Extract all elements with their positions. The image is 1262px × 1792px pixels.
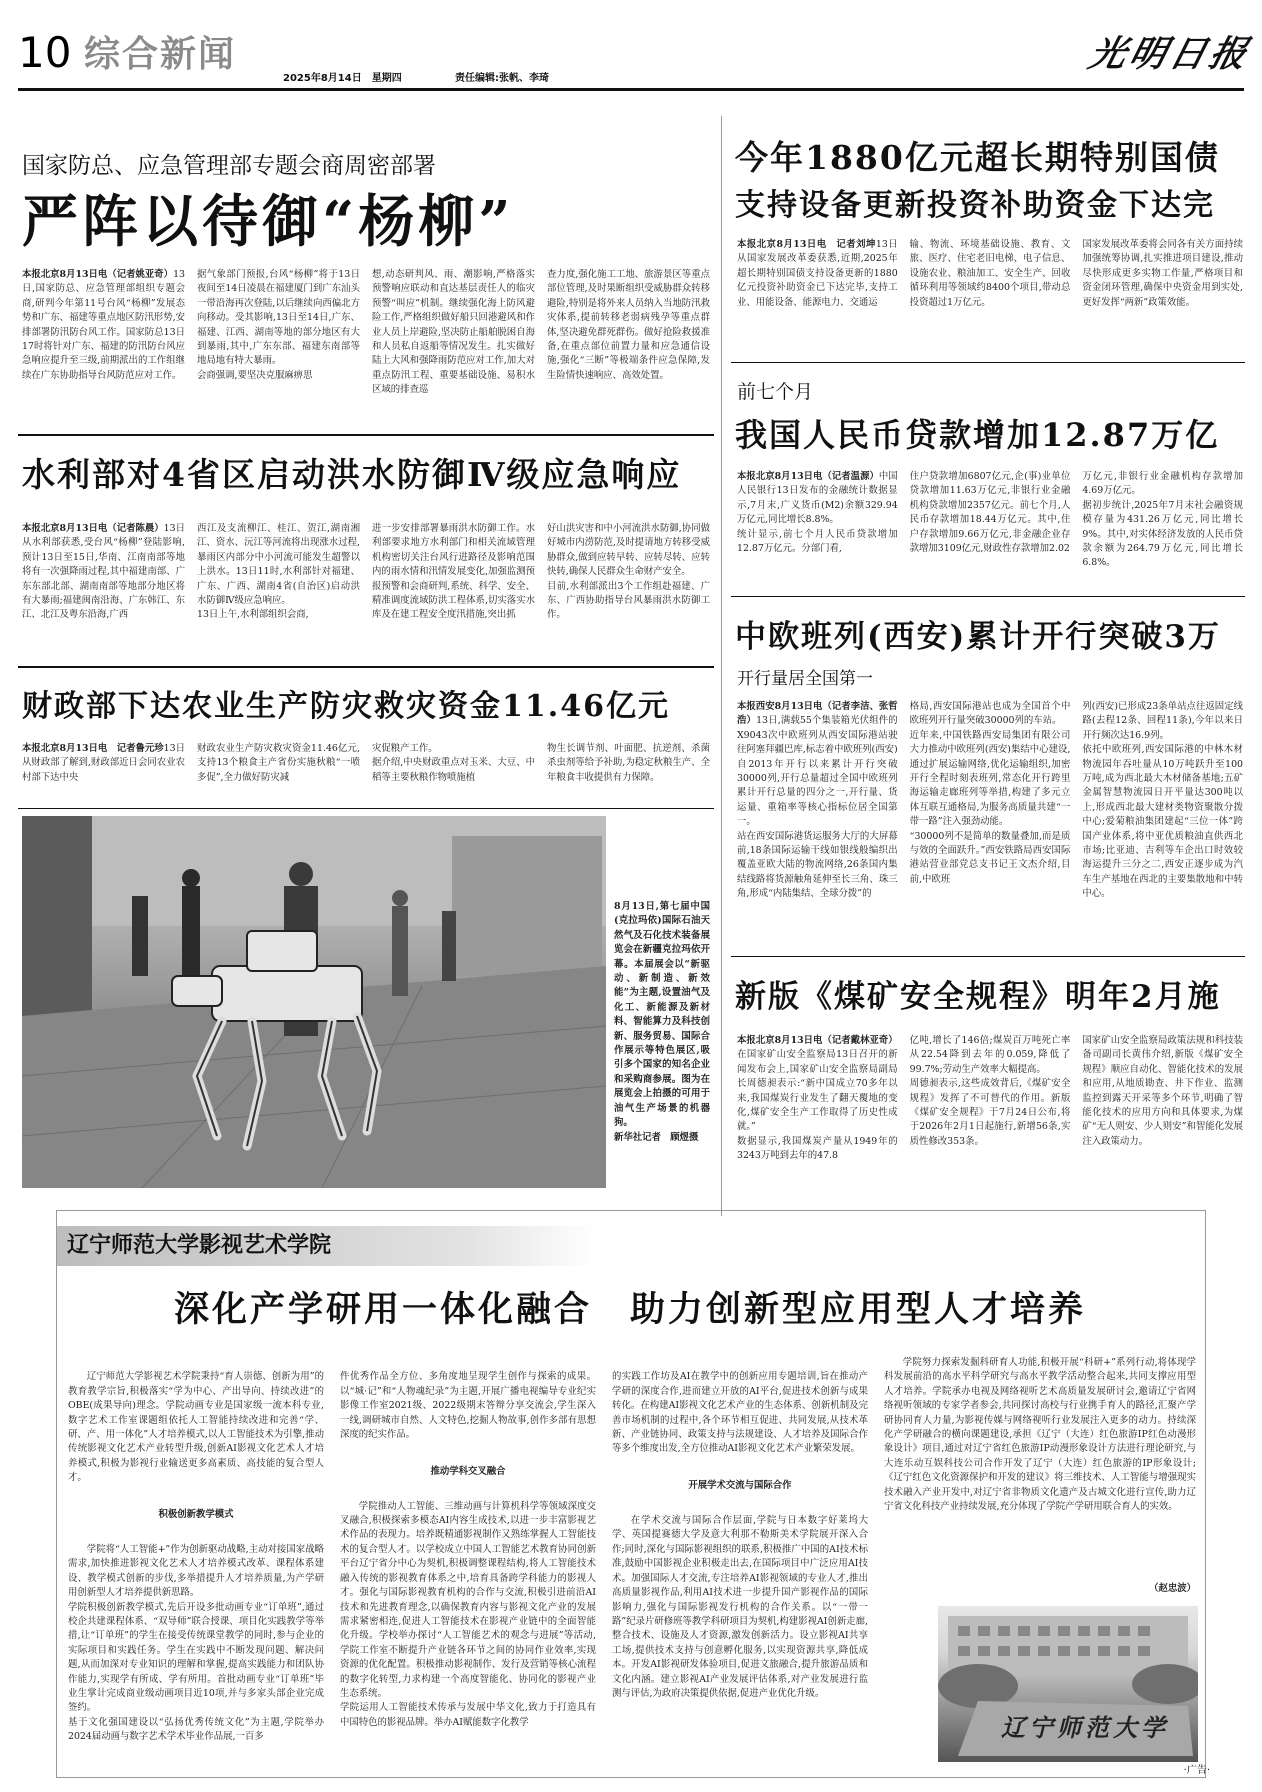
a2-col-4: 好山洪灾害和中小河流洪水防御,协同做好城市内涝防范,及时提请地方转移受威胁群众,做到应转早转、应转尽转、应转快转,确保人民群众生命财产安全。 目前,水利部派出3个工作组赴福建、广东、广西协助指导台风暴雨洪水防御工作。 — [547, 523, 710, 621]
ad-col-2-body: 学院推动人工智能、三维动画与计算机科学等领域深度交叉融合,积极探索多模态AI内容生成技术,以进一步丰富影视艺术作品的表现力。培养既精通影视制作又熟练掌握人工智能技术的复合型人才。以学校成立中国人工智能艺术教育协同创新平台辽宁省分中心为契机,积极调整课程结构,将人工智能技术融入传统的影视教育体系之中,培育具备跨学科能力的影视人才。强化与国际影视教育机构的合作与交流,积极引进前沿AI技术和先进教育理念,以确保教育内容与影视文化产业的发展需求紧密相连,促进人工智能技术在影视产业链中的全面智能化升级。学校举办探讨“人工智能艺术的观念与进展”等活动,学院工作室不断提升产业链各环节之间的协同作业效率,实现资源的优化配置。积极推动影视制作、发行及营销等核心流程的数字化转型,力求构建一个高度智能化、协同化的影视产业生态系统。 学院运用人工智能技术传承与发展中华文化,致力于打造具有中国特色的影视品牌。举办AI赋能数字化教学 — [340, 1500, 596, 1728]
a7-col-1 — [737, 1034, 898, 1190]
a6-body — [737, 700, 1243, 950]
a7-col-1-text: 在国家矿山安全监察局13日召开的新闻发布会上,国家矿山安全监察局副局长周德昶表示:“新中国成立70多年以来,我国煤炭行业发生了翻天覆地的变化,煤矿安全生产工作取得了历史性成就。” 数据显示,我国煤炭产量从1949年的3243万吨到去年的47.8 — [737, 1049, 898, 1162]
ad-col-1-intro: 辽宁师范大学影视艺术学院秉持“育人崇德、创新为用”的教育教学宗旨,积极落实“学为中心、产出导向、持续改进”的OBE(成果导向)理念。学院动画专业是国家级一流本科专业,数字艺术工作室课题组依托人工智能持续改进和完善“学、研、产、用一体化”人才培养模式,以人工智能技术为引擎,推动传统影视文化艺术产业转型升级,创新AI影视文化艺术人才培养模式,积极为影视行业输送更多高素质、高技能的复合型人才。 — [68, 1371, 324, 1484]
a1-rule — [18, 434, 714, 436]
column-divider-main — [721, 116, 722, 1216]
a3-col-1-text: 13日从财政部了解到,财政部近日会同农业农村部下达中央 — [22, 743, 185, 783]
a3-dateline: 本报北京8月13日电 记者鲁元珍 — [22, 743, 164, 754]
a3-title: 财政部下达农业生产防灾救灾资金11.46亿元 — [22, 689, 670, 724]
robot-dog-photo — [22, 816, 606, 1188]
issue-date: 2025年8月14日 星期四 — [283, 73, 402, 84]
a5-col-1 — [737, 470, 898, 574]
ad-col-4: 学院努力探索发掘科研育人功能,积极开展“科研+”系列行动,将体现学科发展前沿的高水平科学研究与高水平教学活动整合起来,共同支撑应用型人才培养。学院承办电视及网络视听艺术高质量发展研讨会,邀请辽宁省网络视听领域的专家学者参会,共同探讨高校与行业携手育人的路径,汇聚产学研协同育人力量,为影视传媒与网络视听行业发展注入更多的动力。持续深化产学研融合的横向课题建设,承担《辽宁（大连）红色旅游IP红色动漫形象设计》项目,通过对辽宁省红色旅游IP动漫形象设计方法进行理论研究,与大连乐动互娱科技公司合作开发了辽宁（大连）红色旅游的IP形象设计;《辽宁红色文化资源保护和开发的建议》将三维技术、人工智能与增强现实技术融入产业开发中,对辽宁省非物质文化遗产及古城文化进行宣传,助力辽宁省文化科技产业持续发展,充分体现了学院产学研用联合育人的实效。 — [884, 1357, 1196, 1513]
a2-col-1-text: 13日从水利部获悉,受台风“杨柳”登陆影响,预计13日至15日,华南、江南南部等地将有一次强降雨过程,其中福建南部、广东东部北部、湖南南部等地部分地区将有大暴雨;福建闽南沿海、广东韩江、东江、北江及粤东沿海,广西 — [22, 523, 185, 621]
a6-subtitle: 开行量居全国第一 — [737, 669, 873, 689]
page-number: 10 — [18, 28, 72, 77]
a2-body — [22, 522, 710, 682]
a3-col-3: 灾促粮产工作。 据介绍,中央财政重点对玉米、大豆、中稻等主要秋粮作物喷施植 — [372, 743, 535, 783]
photo-illustration — [22, 816, 606, 1188]
ad-col-3-intro: 的实践工作坊及AI在教学中的创新应用专题培训,旨在推动产学研的深度合作,进而建立开放的AI平台,促进技术创新与成果转化。在构建AI影视文化艺术产业的生态体系、创新机制及完善市场机制的过程中,各个环节相互促进、共同发展,从技术革新、产业链协同、政策支持与法规建设、人才培养及国际合作等多个维度出发,全方位推动AI影视文化艺术产业繁荣发展。 — [612, 1371, 868, 1455]
a5-rule — [731, 596, 1245, 597]
a1-col-4: 查力度,强化施工工地、旅游景区等重点部位管理,及时果断组织受威胁群众转移避险,特别是将外来人员纳入当地防汛救灾体系,提前转移老弱病残孕等重点群体,坚决避免群死群伤。做好抢险救援准备,在重点部位前置力量和应急通信设施,强化“三断”等极端条件应急保障,发生险情快速响应、高效处置。 — [547, 269, 710, 381]
photo-credit: 新华社记者 顾煜摄 — [614, 1131, 699, 1143]
a1-col-1 — [22, 268, 185, 426]
a7-col-3: 国家矿山安全监察局政策法规和科技装备司副司长黄伟介绍,新版《煤矿安全规程》顺应自动化、智能化技术的发展和应用,从地质勘查、井下作业、监测监控到露天开采等多个环节,明确了智能化技术的应用方向和具体要求,为煤矿“无人则安、少人则安”和智能化发展注入政策动力。 — [1082, 1035, 1243, 1147]
a6-rule — [731, 956, 1245, 957]
a3-col-2: 财政农业生产防灾救灾资金11.46亿元,支持13个粮食主产省份实施秋粮“一喷多促”,全力做好防灾减 — [197, 743, 360, 783]
a2-col-1 — [22, 522, 185, 682]
a3-body — [22, 742, 710, 800]
a1-title: 严阵以待御“杨柳” — [22, 189, 515, 255]
a5-body — [737, 470, 1243, 574]
a4-title-line-1: 今年1880亿元超长期特别国债 — [735, 138, 1220, 177]
a7-body — [737, 1034, 1243, 1190]
ad-col-1 — [68, 1356, 324, 1766]
a2-col-3: 进一步安排部署暴雨洪水防御工作。水利部要求地方水利部门和相关流域管理机构密切关注台风行进路径及影响范围内的雨水情和汛情发展变化,加强监测预报预警和会商研判,系统、科学、安全、精准调度流域防洪工程体系,切实落实水库及在建工程安全度汛措施,突出抓 — [372, 523, 535, 621]
a3-rule — [18, 808, 714, 809]
ad-col-3 — [612, 1356, 868, 1766]
a4-col-1-text: 13日从国家发展改革委获悉,近期,2025年超长期特别国债支持设备更新的1880亿元投资补助资金已下达完毕,支持工业、用能设备、能源电力、交通运 — [737, 239, 898, 308]
ad-col-3-body: 在学术交流与国际合作层面,学院与日本数字好莱坞大学、英国提赛德大学及意大利那不勒斯美术学院展开深入合作;同时,深化与国际影视组织的联系,积极推广中国的AI技术标准,鼓励中国影视企业积极走出去,在国际项目中广泛应用AI技术。加强国际人才交流,专注培养AI影视领域的专业人才,推出高质量影视作品,利用AI技术进一步提升国产影视作品的国际影响力,强化与国际影视发行机构的合作关系。以“一带一路”纪录片研修班等教学科研项目为契机,构建影视AI创新走廊,整合技术、设施及人才资源,激发创新活力。设立影视AI共享工场,提供技术支持与创意孵化服务,以实现资源共享,降低成本。开发AI影视研发体验项目,促进文旅融合,提升旅游品质和文化内涵。建立影视AI产业发展评估体系,对产业发展进行监测与评估,为政府决策提供依据,促进产业优化升级。 — [612, 1515, 868, 1699]
a1-col-3: 想,动态研判风、雨、潮影响,严格落实预警响应联动和直达基层责任人的临灾预警“叫应”机制。继续强化海上防风避险工作,严格组织做好船只回港避风和作业人员上岸避险,坚决防止船舶脱困自海和人员私自返船等情况发生。扎实做好陆上大风和强降雨防范应对工作,加大对重点防汛工程、重要基础设施、易积水区域的排查巡 — [372, 269, 535, 396]
a1-col-1-text: 13日,国家防总、应急管理部组织专题会商,研判今年第11号台风“杨柳”发展态势和广东、福建等重点地区防汛形势,安排部署防汛防台风工作。国家防总13日17时将针对广东、福建的防汛防台风应急响应提升至三级,前期派出的工作组继续在广东协助指导台风防范应对工作。 — [22, 269, 185, 381]
ad-col-1-body: 学院将“人工智能+”作为创新驱动战略,主动对接国家战略需求,加快推进影视文化艺术人才培养模式改革、课程体系建设、教学模式创新的步伐,多举措提升人才培养质量,为产学研用创新型人才培养提供新思路。 学院积极创新教学模式,先后开设多批动画专业“订单班”,通过校企共建课程体系、“双导师”联合授课、项目化实践教学等举措,让“订单班”的学生在接受传统课堂教学的同时,参与企业的实际项目和实践任务。学生在实践中不断发现问题、解决问题,从而加深对专业知识的理解和掌握,提高实践能力和团队协作能力,实现学有所成、学有所用。首批动画专业“订单班”毕业生掌计完成商业级动画项目近10项,并与多家头部企业完成签约。 基于文化强国建设以“弘扬优秀传统文化”为主题,学院举办2024届动画与数字艺术学术毕业作品展,一百多 — [68, 1543, 324, 1743]
a2-title: 水利部对4省区启动洪水防御Ⅳ级应急响应 — [22, 455, 682, 494]
a4-col-2: 输、物流、环境基础设施、教育、文旅、医疗、住宅老旧电梯、电子信息、设施农业、粮油加工、安全生产、回收循环利用等领域约8400个项目,带动总投资超过1万亿元。 — [909, 239, 1071, 308]
newspaper-logo: 光明日报 — [1084, 33, 1256, 75]
ad-title: 深化产学研用一体化融合 助力创新型应用型人才培养 — [173, 1289, 1086, 1330]
ad-col-2-intro: 件优秀作品全方位、多角度地呈现学生创作与探索的成果。以“城·记”和“人物魂纪录”为主题,开展广播电视编导专业纪实影像工作室2021级、2022级期末答辩分享交流会,学生深入一线,调研城市自然、人文特色,挖掘人物故事,创作多部有思想深度的纪实作品。 — [340, 1371, 596, 1441]
a1-col-2: 据气象部门预报,台风“杨柳”将于13日夜间至14日凌晨在福建厦门到广东汕头一带沿海再次登陆,以后继续向西偏北方向移动。受其影响,13日至14日,广东、福建、江西、湖南等地的部分地区有大到暴雨,其中,广东东部、福建东南部等地局地有特大暴雨。 会商强调,要坚决克服麻痹思 — [197, 269, 360, 381]
a4-col-1 — [737, 238, 898, 356]
a5-col-3: 万亿元,非银行业金融机构存款增加4.69万亿元。 据初步统计,2025年7月末社会融资规模存量为431.26万亿元,同比增长9%。其中,对实体经济发放的人民币贷款余额为264.79万亿元,同比增长6.8%。 — [1082, 471, 1243, 569]
masthead-rule — [18, 88, 1244, 91]
a4-col-3: 国家发展改革委将会同各有关方面持续加强统筹协调,扎实推进项目建设,推动尽快形成更多实物工作量,严格项目和资金闭环管理,确保中央资金用到实处,更好发挥“两新”政策效能。 — [1082, 239, 1243, 308]
a4-body — [737, 238, 1243, 356]
a3-col-4: 物生长调节剂、叶面肥、抗逆剂、杀菌杀虫剂等给予补助,为稳定秋粮生产、全年粮食丰收提供有力保障。 — [547, 743, 710, 783]
a3-col-1 — [22, 742, 185, 800]
a1-dateline: 本报北京8月13日电（记者姚亚奇） — [22, 269, 174, 280]
a7-title: 新版《煤矿安全规程》明年2月施 — [735, 979, 1221, 1015]
a4-rule — [731, 362, 1245, 363]
a4-title-line-2: 支持设备更新投资补助资金下达完 — [735, 188, 1215, 223]
photo-caption-text: 8月13日,第七届中国(克拉玛依)国际石油天然气及石化技术装备展览会在新疆克拉玛依开幕。本届展会以“新驱动、新制造、新效能”为主题,设置油气及化工、新能源及新材料、智能算力及科技创新、服务贸易、国际合作展示等特色展区,吸引多个国家的知名企业和采购商参展。图为在展览会上拍摄的可用于油气生产场景的机器狗。 — [614, 901, 710, 1129]
a2-col-2: 西江及支流柳江、桂江、贺江,湖南湘江、资水、沅江等河流将出现涨水过程,暴雨区内部分中小河流可能发生超警以上洪水。13日11时,水利部针对福建、广东、广西、湖南4省(自治区)启动洪水防御Ⅳ级应急响应。 13日上午,水利部组织会商, — [197, 523, 360, 621]
a6-dateline: 本报西安8月13日电（记者李洁、张哲浩） — [737, 701, 898, 727]
a7-col-2: 亿吨,增长了146倍;煤炭百万吨死亡率从22.54降到去年的0.059,降低了99.7%;劳动生产效率大幅提高。 周德昶表示,这些成效背后,《煤矿安全规程》发挥了不可替代的作用。新版《煤矿安全规程》于7月24日公布,将于2026年2月1日起施行,新增56条,实质性修改353条。 — [909, 1035, 1071, 1147]
ad-heading-1: 积极创新教学模式 — [158, 1509, 234, 1521]
ad-heading-3: 开展学术交流与国际合作 — [688, 1480, 792, 1492]
campus-stone-sign: 辽宁师范大学 — [1001, 1713, 1169, 1742]
a2-dateline: 本报北京8月13日电（记者陈晨） — [22, 523, 164, 534]
ad-author: （赵忠波） — [1149, 1583, 1196, 1594]
a6-col-3: 列(西安)已形成23条单站点往返固定线路(去程12条、回程11条),今年以来日开行频次达16.9列。 依托中欧班列,西安国际港的中林木材物流园年吞吐量从10万吨跃升至100万吨,成为西北最大木材储备基地;五矿金属智慧物流园日开平量达300吨以上,形成西北最大建材类物资聚散分拨中心;爱菊粮油集团建起“三位一体”跨国产业体系,将中亚优质粮油直供西北市场;比亚迪、吉利等车企出口时效较海运提升三分之二,西安正逐步成为汽车生产基地在西北的主要集散地和中转中心。 — [1082, 701, 1243, 900]
photo-caption — [614, 900, 710, 1190]
a2-rule — [18, 666, 714, 668]
ad-col-2 — [340, 1356, 596, 1766]
a6-col-1 — [737, 700, 898, 950]
a5-title: 我国人民币贷款增加12.87万亿 — [735, 416, 1220, 454]
a5-dateline: 本报北京8月13日电（记者温源） — [737, 471, 879, 482]
a6-col-1-text: 13日,满载55个集装箱光伏组件的X9043次中欧班列从西安国际港站驶往阿塞拜疆巴库,标志着中欧班列(西安)自2013年开行以来累计开行突破30000列,开行总量超过全国中欧班列累计开行总量的四分之一,开行量、货运量、重箱率等核心指标位居全国第一。 站在西安国际港货运服务大厅的大屏幕前,18条国际运输干线如银线般编织出覆盖亚欧大陆的物流网络,26条国内集结线路将货源触角延伸至长三角、珠三角,形成“内陆集结、全球分拨”的 — [737, 715, 898, 900]
a5-col-2: 住户贷款增加6807亿元,企(事)业单位贷款增加11.63万亿元,非银行业金融机构贷款增加2357亿元。前七个月,人民币存款增加18.44万亿元。其中,住户存款增加9.66万亿元,非金融企业存款增加3109亿元,财政性存款增加2.02 — [909, 471, 1071, 555]
ad-org-banner: 辽宁师范大学影视艺术学院 — [57, 1226, 597, 1266]
a5-kicker: 前七个月 — [737, 381, 814, 403]
a6-title: 中欧班列(西安)累计开行突破3万 — [735, 619, 1221, 655]
a5-col-1-text: 中国人民银行13日发布的金融统计数据显示,7月末,广义货币(M2)余额329.94万亿元,同比增长8.8%。 统计显示,前七个月人民币贷款增加12.87万亿元。分部门看, — [737, 471, 898, 555]
ad-heading-2: 推动学科交叉融合 — [430, 1465, 506, 1477]
section-title: 综合新闻 — [84, 34, 237, 75]
a4-dateline: 本报北京8月13日电 记者刘坤 — [737, 239, 876, 250]
a7-dateline: 本报北京8月13日电（记者戴林亚奇） — [737, 1035, 898, 1046]
a1-body — [22, 268, 710, 426]
a6-col-2: 格局,西安国际港站也成为全国首个中欧班列开行量突破30000列的车站。 近年来,中国铁路西安局集团有限公司大力推动中欧班列(西安)集结中心建设,通过扩展运输网络,优化运输组织,加密开行全程时刻表班列,常态化开行跨里海运输走廊班列等举措,构建了多元立体互联互通格局,为服务高质量共建“一带一路”注入强劲动能。 “30000列不是简单的数量叠加,而是质与效的全面跃升。”西安铁路局西安国际港站营业部党总支书记王文杰介绍,目前,中欧班 — [909, 701, 1071, 885]
ad-mark: ·广告· — [1183, 1765, 1210, 1776]
editors: 责任编辑:张帆、李琦 — [455, 73, 549, 84]
a1-kicker: 国家防总、应急管理部专题会商周密部署 — [22, 153, 436, 179]
